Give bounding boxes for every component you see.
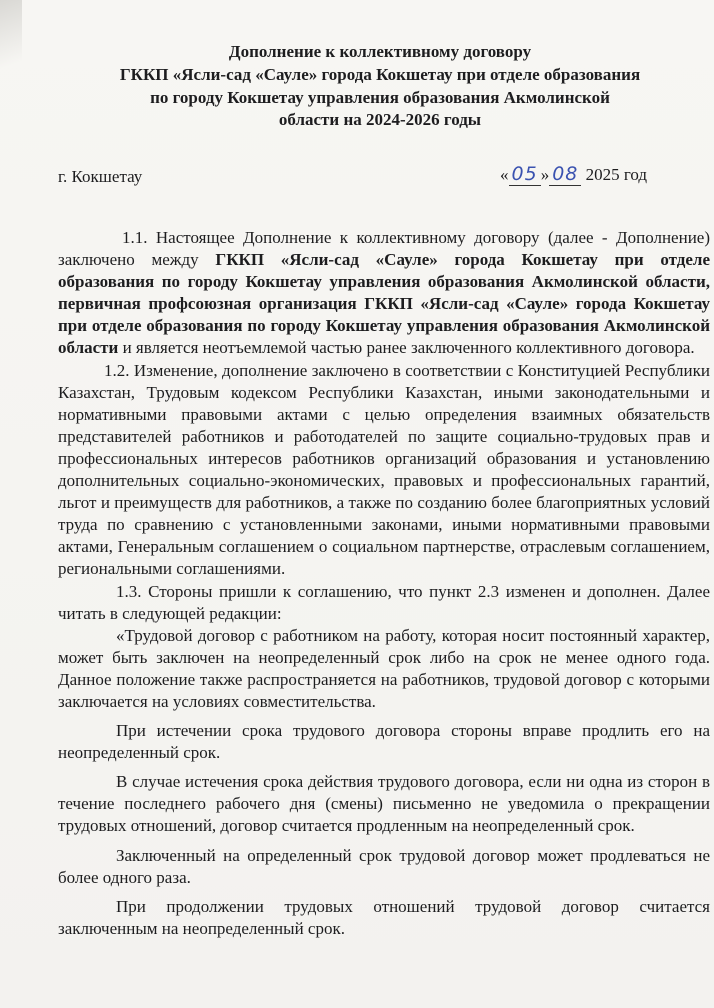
clause-1-2: 1.2. Изменение, дополнение заключено в соответствии с Конституцией Республики Казахстан, Трудовым кодексом Республики Казахстан, иными законодательными и нормативными правовыми актами с целью определения взаимных обязательств представителей работников и работодателей по защите социально-трудовых прав и профессиональных интересов работников организаций образования и установлению дополнительных социально-экономических, правовых и профессиональных гарантий, льгот и преимуществ для работников, а также по созданию более благоприятных условий труда по сравнению с установленными законами, иными нормативными правовыми актами, Генеральным соглашением о социальном партнерстве, отраслевым соглашением, региональными соглашениями. — [58, 360, 710, 579]
place-of-signing: г. Кокшетау — [58, 167, 143, 186]
document-date — [500, 163, 647, 186]
quoted-paragraph-4: Заключенный на определенный срок трудовой договор может продлеваться не более одного раза. — [58, 845, 710, 887]
clause-1-3: 1.3. Стороны пришли к соглашению, что пункт 2.3 изменен и дополнен. Далее читать в следующей редакции: — [58, 581, 710, 623]
doc-title-line-3: по городу Кокшетау управления образования Акмолинской — [150, 88, 610, 107]
doc-title-line-1: Дополнение к коллективному договору — [228, 42, 532, 61]
doc-title-line-2: ГККП «Ясли-сад «Сауле» города Кокшетау при отделе образования — [119, 65, 641, 84]
quoted-paragraph-5: При продолжении трудовых отношений трудовой договор считается заключенным на неопределенный срок. — [58, 896, 710, 938]
quoted-paragraph-2: При истечении срока трудового договора стороны вправе продлить его на неопределенный срок. — [58, 721, 710, 763]
clause-1-1-parties: ГККП «Ясли-сад «Сауле» города Кокшетау при отделе образования по городу Кокшетау управления образования Акмолинской области, первичная профсоюзная организация ГККП «Ясли-сад «Сауле» города Кокшетау при отделе образования по городу Кокшетау управления образования Акмолинской области — [58, 250, 710, 358]
clause-1-1-lead: 1.1. Настоящее Дополнение к коллективному договору (далее - Дополнение) заключено между — [58, 228, 710, 270]
date-month-handwritten: 08 — [549, 163, 581, 186]
page-fold-shadow — [0, 0, 22, 90]
clause-1-1-tail: и является неотъемлемой частью ранее заключенного коллективного договора. — [118, 338, 695, 358]
quoted-paragraph-3: В случае истечения срока действия трудового договора, если ни одна из сторон в течение последнего рабочего дня (смены) письменно не уведомила о прекращении трудовых отношений, договор считается продленным на неопределенный срок. — [58, 772, 710, 836]
date-year: 2025 год — [585, 165, 648, 184]
document-body — [58, 227, 710, 940]
date-day-handwritten: 05 — [509, 163, 541, 186]
doc-title-line-4: области на 2024-2026 годы — [278, 110, 482, 129]
clause-1-1 — [58, 227, 710, 360]
date-close-quote: » — [540, 165, 550, 184]
date-open-quote: « — [500, 165, 509, 184]
quoted-paragraph-1: «Трудовой договор с работником на работу, которая носит постоянный характер, может быть заключен на неопределенный срок либо на срок не менее одного года. Данное положение также распространяется на работников, трудовой договор с которыми заключается на условиях совместительства. — [58, 625, 710, 711]
